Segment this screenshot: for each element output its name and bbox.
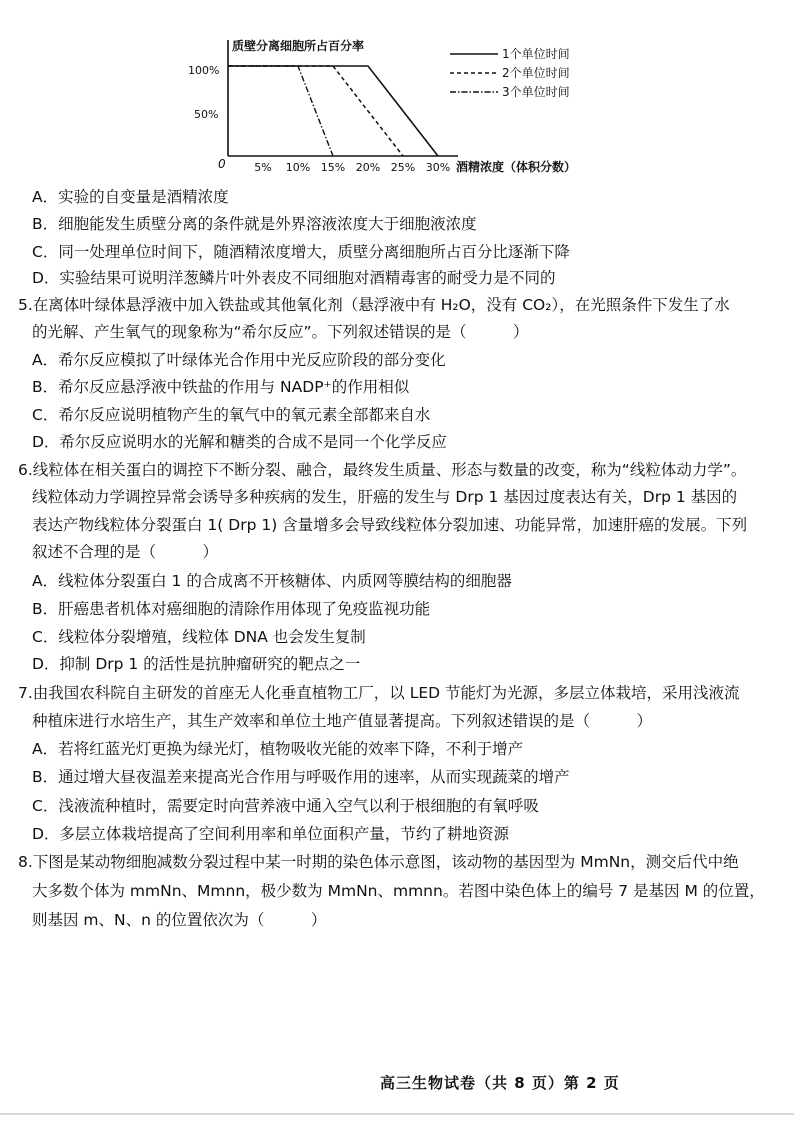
q7-option-d: D．多层立体栽培提高了空间利用率和单位面积产量，节约了耕地资源 [32,825,509,843]
q6-stem-line3: 表达产物线粒体分裂蛋白 1( Drp 1) 含量增多会导致线粒体分裂加速、功能异常，加速肝癌的发展。下列 [32,516,748,534]
q5-option-d: D．希尔反应说明水的光解和糖类的合成不是同一个化学反应 [32,433,447,451]
q4-option-a: A．实验的自变量是酒精浓度 [32,188,229,206]
legend-label-3: 3个单位时间 [502,85,570,99]
legend-label-1: 1个单位时间 [502,47,570,61]
q4-option-d: D．实验结果可说明洋葱鳞片叶外表皮不同细胞对酒精毒害的耐受力是不同的 [32,269,556,287]
q7-option-a: A．若将红蓝光灯更换为绿光灯，植物吸收光能的效率下降，不利于增产 [32,740,524,758]
series-line-1-unit [228,66,438,156]
x-tick-30: 30% [425,161,451,174]
q6-option-b: B．肝癌患者机体对癌细胞的清除作用体现了免疫监视功能 [32,600,431,618]
q5-option-c: C．希尔反应说明植物产生的氧气中的氧元素全部都来自水 [32,406,431,424]
page-footer: 高三生物试卷（共 8 页）第 2 页 [380,1074,620,1092]
origin-label: 0 [218,157,226,171]
x-tick-25: 25% [390,161,416,174]
q8-stem-line3: 则基因 m、N、n 的位置依次为（ ） [32,911,327,929]
y-tick-50: 50% [194,108,219,121]
q6-option-c: C．线粒体分裂增殖，线粒体 DNA 也会发生复制 [32,628,366,646]
x-tick-15: 15% [320,161,346,174]
bottom-divider [0,1113,794,1115]
legend-label-2: 2个单位时间 [502,66,570,80]
q6-stem-line1: 6.线粒体在相关蛋白的调控下不断分裂、融合，最终发生质量、形态与数量的改变，称为“线粒体动力学”。 [18,461,747,479]
q7-stem-line2: 种植床进行水培生产，其生产效率和单位土地产值显著提高。下列叙述错误的是（ ） [32,712,653,730]
q6-option-a: A．线粒体分裂蛋白 1 的合成离不开核糖体、内质网等膜结构的细胞器 [32,572,512,590]
y-tick-100: 100% [188,64,220,77]
x-tick-10: 10% [285,161,311,174]
q7-option-b: B．通过增大昼夜温差来提高光合作用与呼吸作用的速率，从而实现蔬菜的增产 [32,768,570,786]
q8-stem-line1: 8.下图是某动物细胞减数分裂过程中某一时期的染色体示意图，该动物的基因型为 MmNn，测交后代中绝 [18,853,739,871]
q4-option-c: C．同一处理单位时间下，随酒精浓度增大，质壁分离细胞所占百分比逐渐下降 [32,243,570,261]
x-tick-20: 20% [355,161,381,174]
q4-option-b: B．细胞能发生质壁分离的条件就是外界溶液浓度大于细胞液浓度 [32,215,477,233]
series-line-3-units [228,66,333,156]
x-tick-labels [254,161,450,174]
q8-stem-line2: 大多数个体为 mmNn、Mmnn，极少数为 MmNn、mmnn。若图中染色体上的编号 7 是基因 M 的位置， [32,882,765,900]
q7-option-c: C．浅液流种植时，需要定时向营养液中通入空气以利于根细胞的有氧呼吸 [32,797,539,815]
ethanol-plasmolysis-chart [180,30,620,180]
q7-stem-line1: 7.由我国农科院自主研发的首座无人化垂直植物工厂，以 LED 节能灯为光源，多层立体栽培，采用浅液流 [18,684,740,702]
q6-stem-line4: 叙述不合理的是（ ） [32,543,219,561]
q5-stem-line1: 5.在离体叶绿体悬浮液中加入铁盐或其他氧化剂（悬浮液中有 H₂O，没有 CO₂），在光照条件下发生了水 [18,296,730,314]
x-axis-label: 酒精浓度（体积分数） [456,160,577,174]
chart-title: 质壁分离细胞所占百分率 [232,39,365,53]
q5-option-b: B．希尔反应悬浮液中铁盐的作用与 NADP⁺的作用相似 [32,378,410,396]
x-tick-5: 5% [254,161,272,174]
q6-stem-line2: 线粒体动力学调控异常会诱导多种疾病的发生，肝癌的发生与 Drp 1 基因过度表达有关，Drp 1 基因的 [32,488,738,506]
q5-stem-line2: 的光解、产生氧气的现象称为“希尔反应”。下列叙述错误的是（ ） [32,323,529,341]
q6-option-d: D．抑制 Drp 1 的活性是抗肿瘤研究的靶点之一 [32,655,361,673]
q5-option-a: A．希尔反应模拟了叶绿体光合作用中光反应阶段的部分变化 [32,351,446,369]
